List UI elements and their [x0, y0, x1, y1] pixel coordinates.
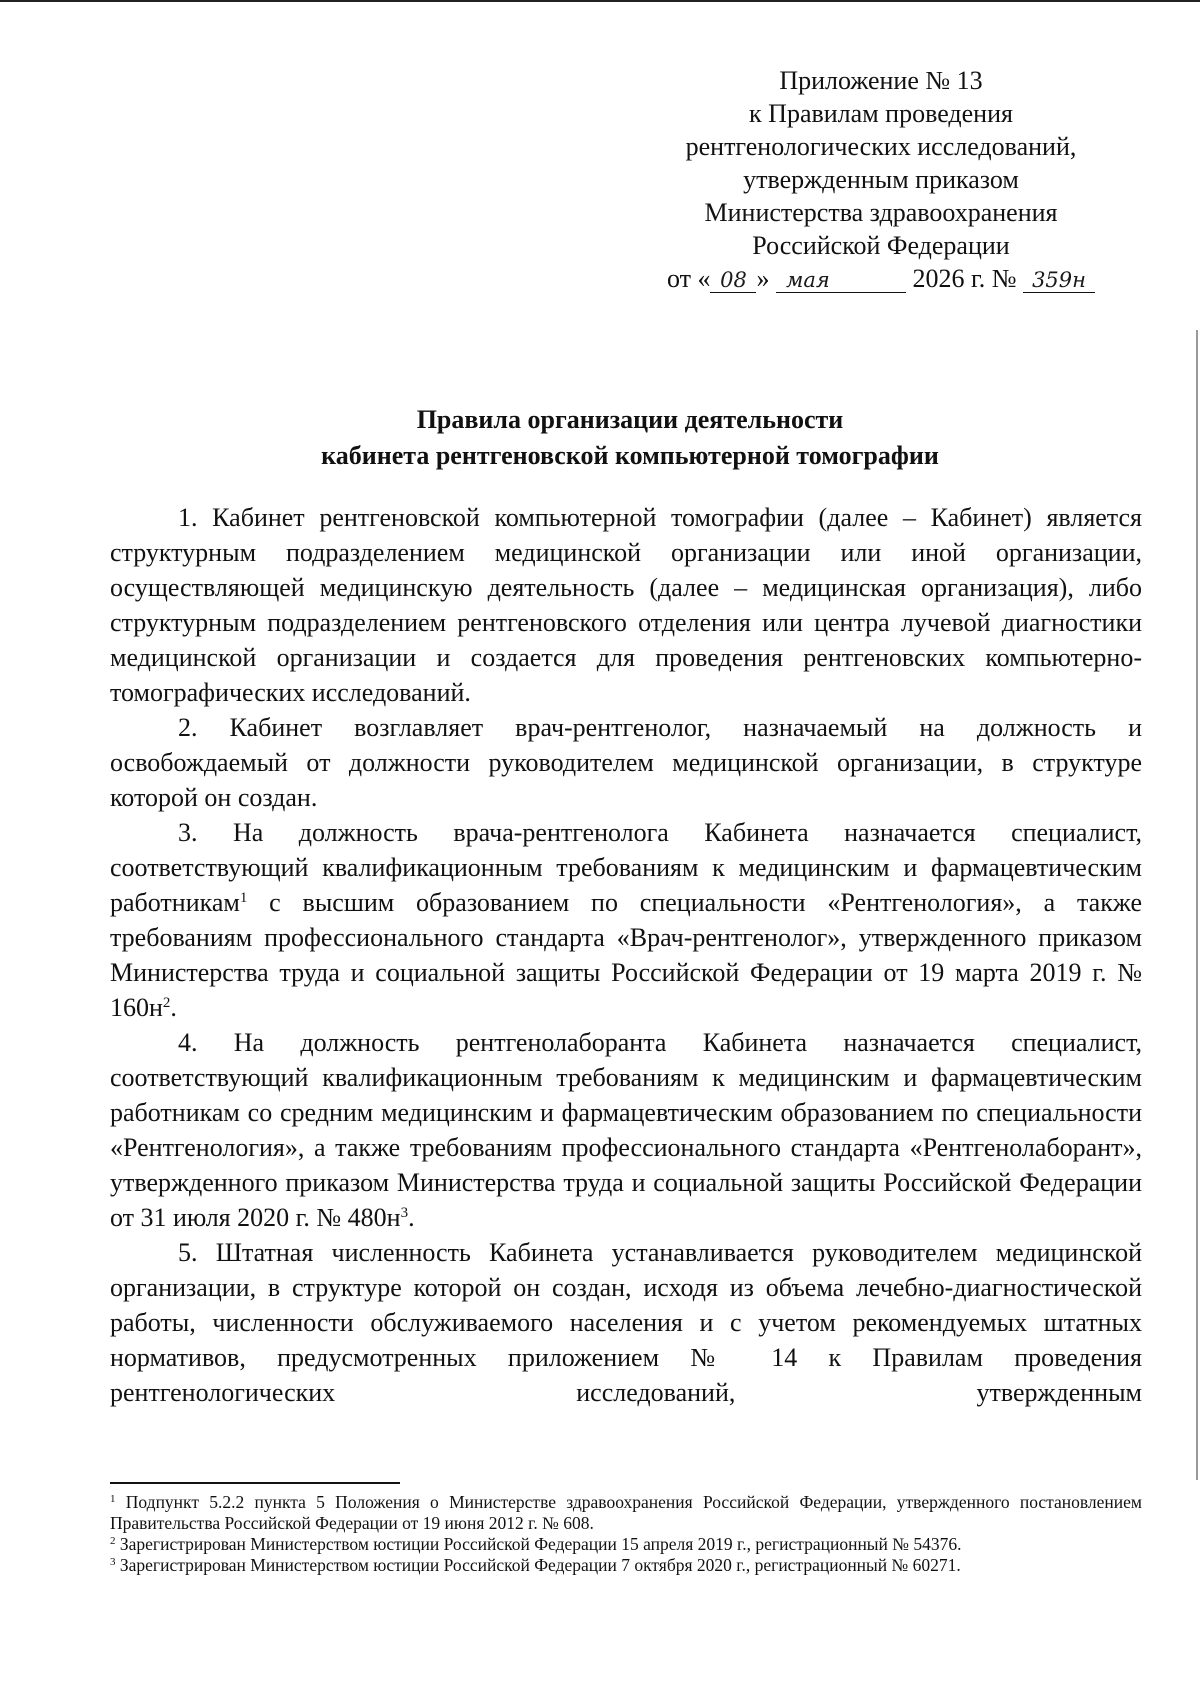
- scan-right-edge: [1196, 330, 1198, 1480]
- footnote-ref-2: 2: [162, 995, 171, 1011]
- paragraph-2: 2. Кабинет возглавляет врач-рентгенолог, назначаемый на должность и освобождаемый от должности руководителем медицинской организации, в структуре которой он создан.: [110, 713, 1142, 812]
- paragraph-3-part-b: с высшим образованием по специальности «Рентгенология», а также требованиям профессионального стандарта «Врач-рентгенолог», утвержденного приказом Министерства труда и социальной защиты Российской Федерации от 19 марта 2019 г. № 160н: [110, 888, 1142, 1022]
- footnote-3-text: Зарегистрирован Министерством юстиции Российской Федерации 7 октября 2020 г., регистрационный № 60271.: [119, 1555, 961, 1575]
- footnote-2-text: Зарегистрирован Министерством юстиции Российской Федерации 15 апреля 2019 г., регистрационный № 54376.: [119, 1534, 962, 1554]
- footnote-2-mark: 2: [110, 1535, 116, 1547]
- footnote-ref-3: 3: [400, 1205, 409, 1221]
- footnote-1-mark: 1: [110, 1493, 116, 1505]
- appendix-header: [620, 64, 1142, 295]
- scan-top-edge: [0, 0, 1200, 2]
- date-prefix: от «: [666, 264, 711, 293]
- paragraph-3-part-c: .: [170, 993, 177, 1022]
- footnote-separator: [110, 1482, 400, 1484]
- appendix-rules-name: рентгенологических исследований,: [685, 132, 1077, 161]
- handwritten-month: мая: [776, 268, 906, 293]
- paragraph-1: 1. Кабинет рентгеновской компьютерной томографии (далее – Кабинет) является структурным подразделением медицинской организации или иной организации, осуществляющей медицинскую деятельность (далее – медицинская организация), либо структурным подразделением рентгеновского отделения или центра лучевой диагностики медицинской организации и создается для проведения рентгеновских компьютерно-томографических исследований.: [110, 503, 1142, 707]
- footnotes: [110, 1492, 1142, 1576]
- paragraph-4-part-a: 4. На должность рентгенолаборанта Кабинета назначается специалист, соответствующий квалификационным требованиям к медицинским и фармацевтическим работникам со средним медицинским и фармацевтическим образованием по специальности «Рентгенология», а также требованиям профессионального стандарта «Рентгенолаборант», утвержденного приказом Министерства труда и социальной защиты Российской Федерации от 31 июля 2020 г. № 480н: [110, 1028, 1142, 1232]
- footnote-1: [110, 1492, 1142, 1534]
- footnote-ref-1: 1: [239, 890, 248, 906]
- appendix-rules-ref: к Правилам проведения: [749, 99, 1013, 128]
- document-title: [110, 402, 1150, 474]
- main-text: [110, 500, 1142, 1410]
- handwritten-day: 08: [710, 268, 756, 293]
- paragraph-3: [110, 815, 1142, 1025]
- date-quote-close: »: [756, 264, 770, 293]
- title-line-2: кабинета рентгеновской компьютерной томографии: [321, 441, 939, 470]
- paragraph-4-part-b: .: [408, 1203, 415, 1232]
- handwritten-order-number: 359н: [1023, 268, 1095, 293]
- appendix-country: Российской Федерации: [752, 231, 1010, 260]
- appendix-approved-by: утвержденным приказом: [743, 165, 1019, 194]
- footnote-3-mark: 3: [110, 1556, 116, 1568]
- footnote-3: [110, 1555, 1142, 1576]
- appendix-ministry: Министерства здравоохранения: [704, 198, 1058, 227]
- paragraph-3-part-a: 3. На должность врача-рентгенолога Кабинета назначается специалист, соответствующий квалификационным требованиям к медицинским и фармацевтическим работникам: [110, 818, 1142, 917]
- title-line-1: Правила организации деятельности: [416, 405, 844, 434]
- paragraph-4: [110, 1025, 1142, 1235]
- footnote-1-text: Подпункт 5.2.2 пункта 5 Положения о Министерстве здравоохранения Российской Федерации, утвержденного постановлением Правительства Российской Федерации от 19 июня 2012 г. № 608.: [110, 1492, 1143, 1533]
- order-date-line: [620, 262, 1142, 295]
- footnote-2: [110, 1534, 1142, 1555]
- paragraph-5: 5. Штатная численность Кабинета устанавливается руководителем медицинской организации, в структуре которой он создан, исходя из объема лечебно-диагностической работы, численности обслуживаемого населения и с учетом рекомендуемых штатных нормативов, предусмотренных приложением № 14 к Правилам проведения рентгенологических исследований, утвержденным: [110, 1238, 1142, 1407]
- date-year: 2026 г. №: [912, 264, 1017, 293]
- appendix-number: Приложение № 13: [779, 66, 983, 95]
